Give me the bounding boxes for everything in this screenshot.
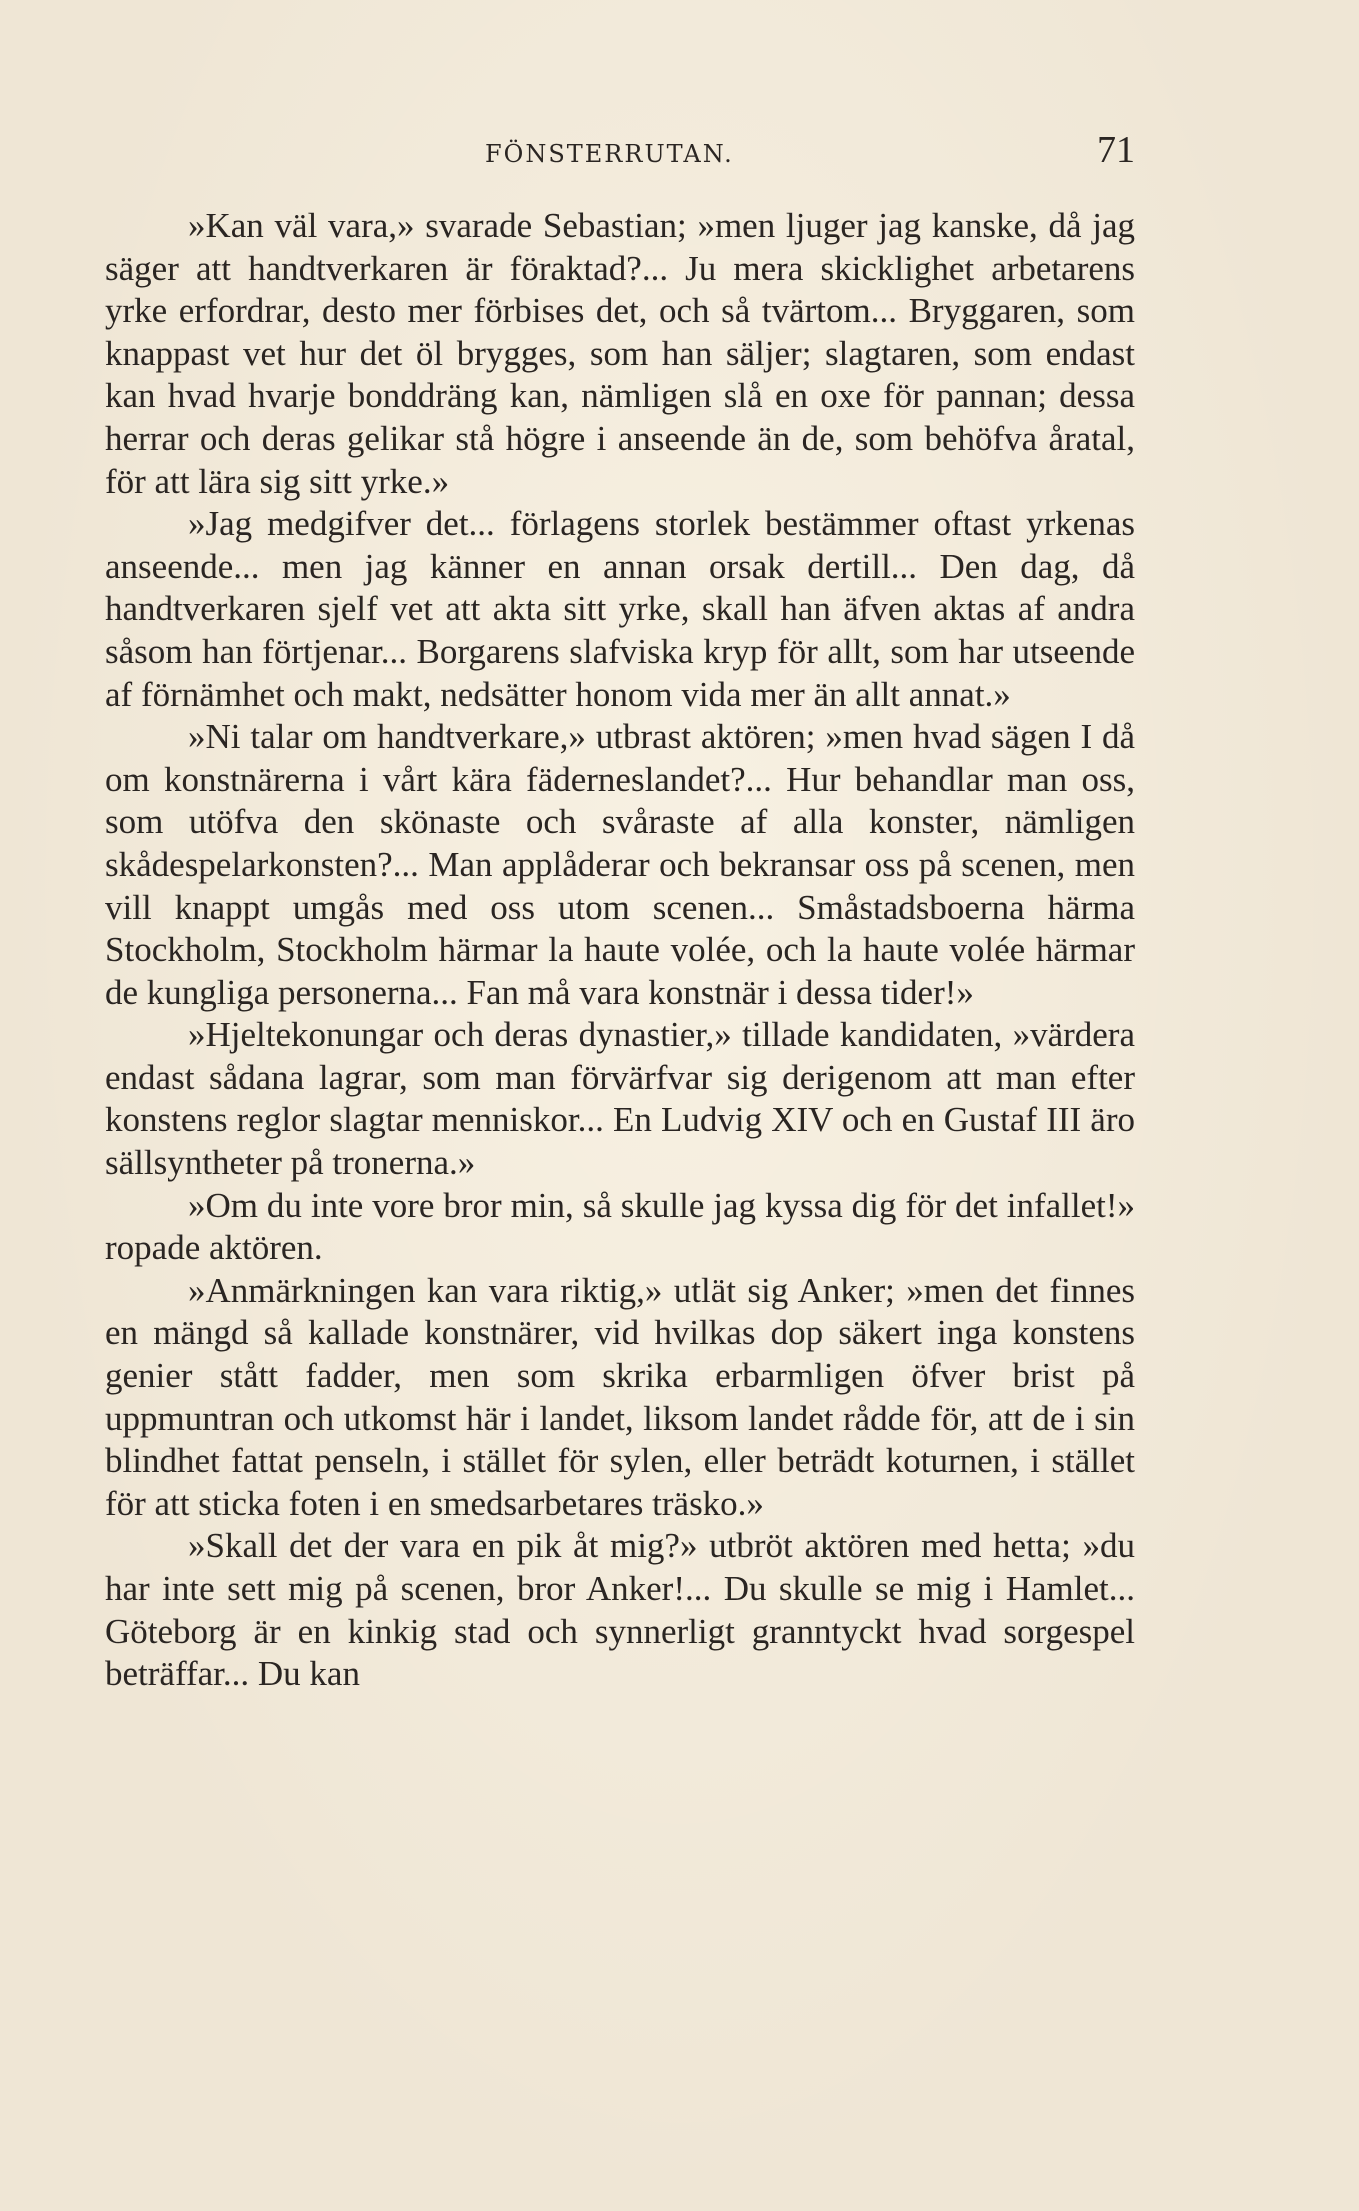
paragraph: »Jag medgifver det... förlagens storlek bestämmer oftast yrkenas anseende... men jag känner en annan orsak dertill... Den dag, då handtverkaren sjelf vet att akta sitt yrke, skall han äfven aktas af andra såsom han förtjenar... Borgarens slafviska kryp för allt, som har utseende af förnämhet och makt, nedsätter honom vida mer än allt annat.» (105, 504, 1135, 714)
paragraph: »Hjeltekonungar och deras dynastier,» tillade kandidaten, »värdera endast sådana lagrar, som man förvärfvar sig derigenom att man efter konstens reglor slagtar menniskor... En Ludvig XIV och en Gustaf III äro sällsyntheter på tronerna.» (105, 1015, 1135, 1183)
page-number: 71 (1097, 129, 1135, 171)
paragraph: »Ni talar om handtverkare,» utbrast aktören; »men hvad sägen I då om konstnärerna i vårt kära fäderneslandet?... Hur behandlar man oss, som utöfva den skönaste och svåraste af alla konster, nämligen skådespelarkonsten?... Man applåderar och bekransar oss på scenen, men vill knappt umgås med oss utom scenen... Småstadsboerna härma Stockholm, Stockholm härmar la haute volée, och la haute volée härmar de kungliga personerna... Fan må vara konstnär i dessa tider!» (105, 717, 1135, 1012)
paragraph: »Kan väl vara,» svarade Sebastian; »men ljuger jag kanske, då jag säger att handtverkaren är föraktad?... Ju mera skicklighet arbetarens yrke erfordrar, desto mer förbises det, och så tvärtom... Bryggaren, som knappast vet hur det öl brygges, som han säljer; slagtaren, som endast kan hvad hvarje bonddräng kan, nämligen slå en oxe för pannan; dessa herrar och deras gelikar stå högre i anseende än de, som behöfva åratal, för att lära sig sitt yrke.» (105, 206, 1135, 501)
page-header (105, 128, 1135, 178)
paragraph: »Om du inte vore bror min, så skulle jag kyssa dig för det infallet!» ropade aktören. (105, 1185, 1135, 1268)
paragraph: »Skall det der vara en pik åt mig?» utbröt aktören med hetta; »du har inte sett mig på scenen, bror Anker!... Du skulle se mig i Hamlet... Göteborg är en kinkig stad och synnerligt granntyckt hvad sorgespel beträffar... Du kan (105, 1526, 1135, 1694)
body-text (105, 205, 1135, 1696)
paragraph: »Anmärkningen kan vara riktig,» utlät sig Anker; »men det finnes en mängd så kallade konstnärer, vid hvilkas dop säkert inga konstens genier stått fadder, men som skrika erbarmligen öfver brist på uppmuntran och utkomst här i landet, liksom landet rådde för, att de i sin blindhet fattat penseln, i stället för sylen, eller beträdt koturnen, i stället för att sticka foten i en smedsarbetares träsko.» (105, 1270, 1135, 1523)
running-head: FÖNSTERRUTAN. (485, 140, 734, 168)
